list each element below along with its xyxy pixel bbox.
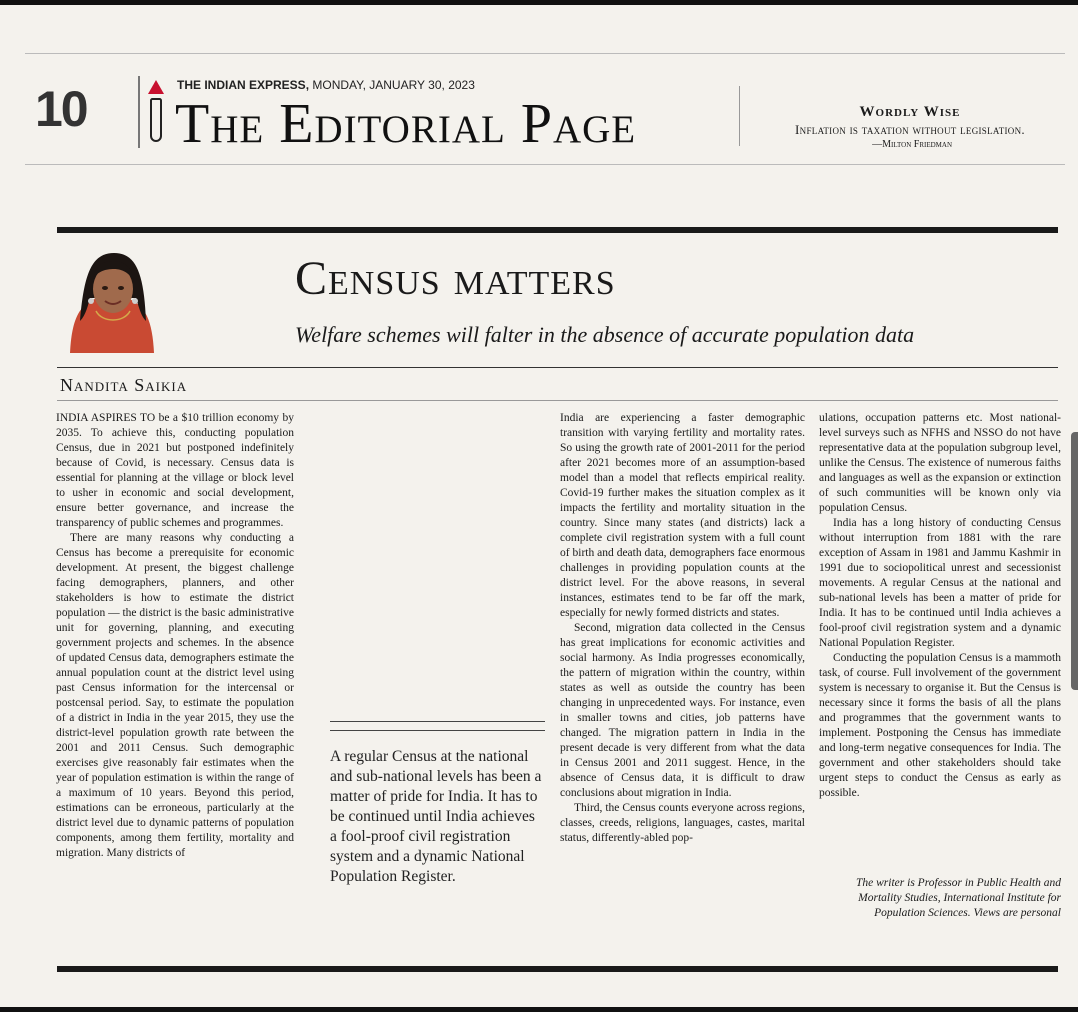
- article-column-4: [819, 411, 1061, 931]
- wordly-wise-title: Wordly Wise: [859, 104, 961, 120]
- byline-rule: [57, 400, 1058, 401]
- paragraph: Second, migration data collected in the Census has great implications for economic activities and social harmony. As India progresses economically, the pattern of migration within the country, within states as well as outside the country has been changing in unprecedented ways. For instance, even in smaller towns and cities, job patterns have changed. The migration pattern in India in the present decade is very different from what the data in Census 2001 and 2011 suggest. Hence, in the absence of Census data, it is difficult to draw conclusions about migration in India.: [560, 622, 805, 799]
- paper-dateline: [177, 78, 475, 92]
- paper-name: THE INDIAN EXPRESS,: [177, 78, 310, 92]
- masthead: [25, 53, 1065, 165]
- pull-quote: A regular Census at the national and sub-national levels has been a matter of pride for India. It has to be continued until India achieves a fool-proof civil registration system and a dynamic National Population Register.: [330, 748, 542, 885]
- article-column-3: [560, 411, 805, 926]
- author-byline: Nandita Saikia: [60, 375, 188, 395]
- pull-quote-rule: [330, 721, 545, 731]
- headline-rule: [57, 367, 1058, 368]
- article-column-1: [56, 411, 294, 926]
- masthead-vertical-divider: [739, 86, 740, 146]
- masthead-divider: [138, 76, 140, 148]
- paragraph: There are many reasons why conducting a Census has become a prerequisite for economic development. At present, the biggest challenge facing demographers, planners, and other stakeholders is how to estimate the district population — the district is the basic administrative unit for governing, planning, and executing government projects and schemes. In the absence of updated Census data, demographers estimate the annual population count at the district level using past Census information for the intercensal or postcensal period. Say, to estimate the population of a district in India in the year 2015, they use the district-level population growth rate between the 2001 and 2011 Census. Such demographic exercises give reasonably fair estimates when the year of population estimation is within the range of a maximum of 10 years. Beyond this period, estimations can be erroneous, particularly at the district level due to dynamic patterns of population components, among them fertility, mortality and migration. Many districts of: [56, 532, 294, 859]
- wordly-wise-author: —Milton Friedman: [872, 139, 952, 150]
- article-standfirst: Welfare schemes will falter in the absence of accurate population data: [295, 322, 915, 347]
- article-bottom-rule: [57, 966, 1058, 972]
- paragraph: India are experiencing a faster demographic transition with varying fertility and mortality rates. So using the growth rate of 2001-2011 for the period after 2021 becomes more of an assumption-based model than a model that reflects empirical reality. Covid-19 further makes the situation complex as it impacts the fertility and mortality situation in the country. Since many states (and districts) lack a complete civil registration system with a full count of birth and death data, demographers face enormous challenges in providing population counts at the district level. For the above reasons, in several instances, estimates tend to be far off the mark, especially for newly formed districts and states.: [560, 412, 805, 619]
- paragraph: INDIA ASPIRES TO be a $10 trillion economy by 2035. To achieve this, conducting population Census, due in 2021 but postponed indefinitely because of Covid, is necessary. Census data is essential for planning at the village or block level to usher in economic and social development, ensure better governance, and increase the transparency of public schemes and programmes.: [56, 412, 294, 529]
- lead-in-text: INDIA ASPIRES TO: [56, 412, 156, 424]
- paragraph: ulations, occupation patterns etc. Most national-level surveys such as NFHS and NSSO do not have representative data at the population subgroup level, unlike the Census. The existence of numerous faiths and languages as well as the expansion or extinction of such communities will be known only via population Census.: [819, 412, 1061, 514]
- paragraph: India has a long history of conducting Census without interruption from 1881 with the rare exception of Assam in 1981 and Jammu Kashmir in 1991 due to sociopolitical unrest and secessionist movements. A regular Census at the national and sub-national levels has been a matter of pride for India. It has to be continued until India achieves a fool-proof civil registration system and a dynamic National Population Register.: [819, 517, 1061, 649]
- author-note: The writer is Professor in Public Health and Mortality Studies, International Institute for Population Sciences. Views are personal: [856, 877, 1061, 919]
- pen-nib-logo-icon: [145, 80, 167, 146]
- wordly-wise-box: [760, 104, 1060, 150]
- article-headline: Census matters: [295, 252, 616, 305]
- page-title: The Editorial Page: [175, 93, 637, 155]
- issue-date: MONDAY, JANUARY 30, 2023: [309, 78, 475, 92]
- article-top-rule: [57, 227, 1058, 233]
- paragraph: Conducting the population Census is a mammoth task, of course. Full involvement of the government system is necessary to organise it. But the Census is necessary since it forms the basis of all the plans and programmes that the government wants to implement. Postponing the Census has immediate and long-term negative consequences for India. The government and other stakeholders should take urgent steps to conduct the Census as early as possible.: [819, 652, 1061, 799]
- paragraph: Third, the Census counts everyone across regions, classes, creeds, religions, languages, castes, marital status, differently-abled pop-: [560, 802, 805, 844]
- author-photo: [62, 243, 162, 353]
- page-number: 10: [35, 81, 87, 137]
- scrollbar-handle[interactable]: [1071, 432, 1078, 690]
- wordly-wise-quote: Inflation is taxation without legislation.: [795, 122, 1025, 137]
